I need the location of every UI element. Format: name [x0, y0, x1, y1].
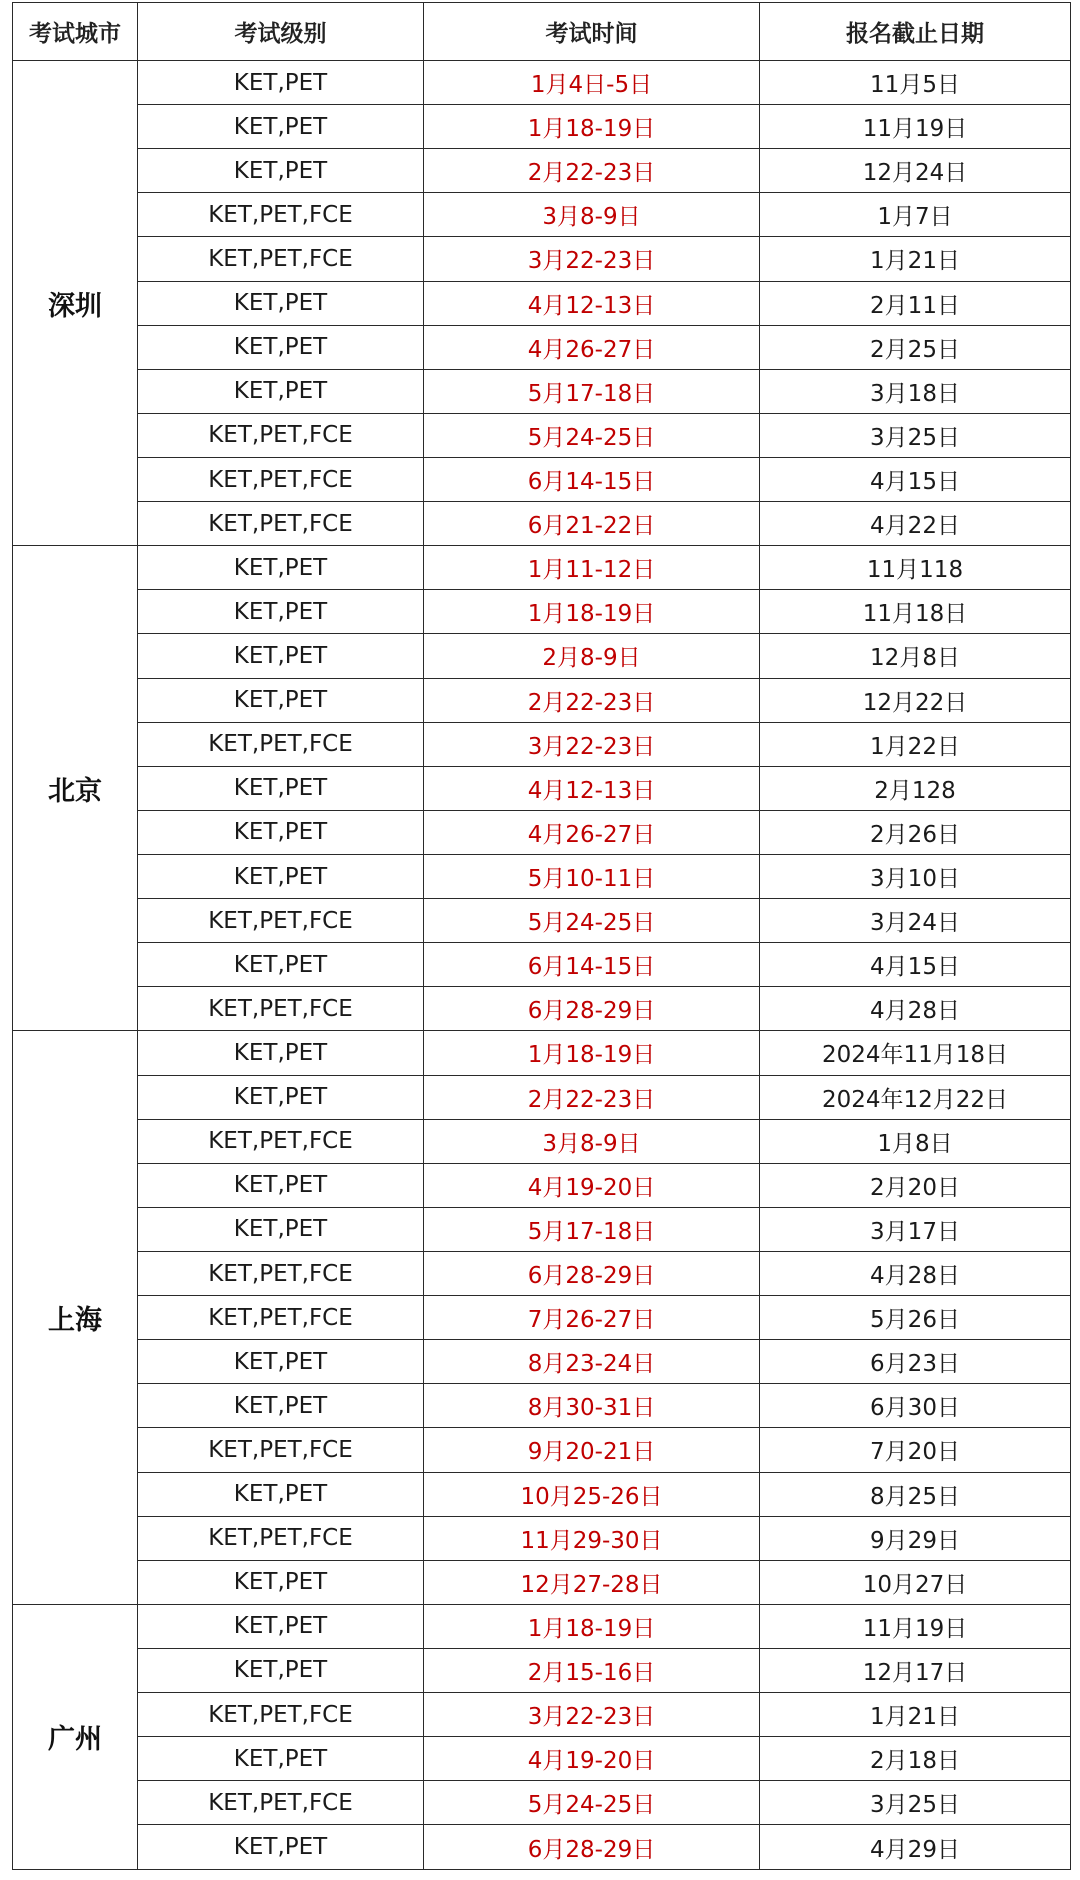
exam-time-cell: 2月22-23日	[424, 1075, 760, 1119]
level-cell: KET,PET	[138, 590, 424, 634]
table-row	[13, 766, 1071, 810]
level-cell: KET,PET	[138, 149, 424, 193]
deadline-cell: 3月25日	[760, 413, 1071, 457]
deadline-cell: 3月10日	[760, 854, 1071, 898]
exam-time-cell: 9月20-21日	[424, 1428, 760, 1472]
exam-time-cell: 10月25-26日	[424, 1472, 760, 1516]
table-row	[13, 325, 1071, 369]
level-cell: KET,PET	[138, 1604, 424, 1648]
table-row	[13, 899, 1071, 943]
deadline-cell: 11月19日	[760, 1604, 1071, 1648]
deadline-cell: 4月29日	[760, 1825, 1071, 1870]
level-cell: KET,PET,FCE	[138, 722, 424, 766]
table-row	[13, 1340, 1071, 1384]
level-cell: KET,PET	[138, 61, 424, 105]
table-row	[13, 854, 1071, 898]
table-row	[13, 1384, 1071, 1428]
table-row	[13, 1207, 1071, 1251]
exam-time-cell: 5月24-25日	[424, 1781, 760, 1825]
level-cell: KET,PET,FCE	[138, 1119, 424, 1163]
table-row	[13, 61, 1071, 105]
header-city: 考试城市	[13, 3, 138, 61]
deadline-cell: 1月21日	[760, 1693, 1071, 1737]
table-row	[13, 1075, 1071, 1119]
deadline-cell: 2024年12月22日	[760, 1075, 1071, 1119]
table-row	[13, 1781, 1071, 1825]
level-cell: KET,PET	[138, 1340, 424, 1384]
level-cell: KET,PET,FCE	[138, 1693, 424, 1737]
exam-time-cell: 4月12-13日	[424, 766, 760, 810]
deadline-cell: 2月20日	[760, 1163, 1071, 1207]
level-cell: KET,PET,FCE	[138, 899, 424, 943]
table-row	[13, 1119, 1071, 1163]
exam-time-cell: 1月11-12日	[424, 546, 760, 590]
level-cell: KET,PET	[138, 105, 424, 149]
exam-time-cell: 2月22-23日	[424, 678, 760, 722]
level-cell: KET,PET	[138, 943, 424, 987]
level-cell: KET,PET,FCE	[138, 1781, 424, 1825]
deadline-cell: 1月22日	[760, 722, 1071, 766]
level-cell: KET,PET,FCE	[138, 1516, 424, 1560]
level-cell: KET,PET,FCE	[138, 1296, 424, 1340]
level-cell: KET,PET	[138, 325, 424, 369]
table-row	[13, 105, 1071, 149]
deadline-cell: 12月24日	[760, 149, 1071, 193]
table-row	[13, 369, 1071, 413]
deadline-cell: 11月118	[760, 546, 1071, 590]
table-row	[13, 590, 1071, 634]
table-row	[13, 149, 1071, 193]
header-level: 考试级别	[138, 3, 424, 61]
exam-schedule-table	[12, 2, 1071, 1870]
level-cell: KET,PET	[138, 546, 424, 590]
level-cell: KET,PET	[138, 678, 424, 722]
level-cell: KET,PET,FCE	[138, 457, 424, 501]
deadline-cell: 6月23日	[760, 1340, 1071, 1384]
header-deadline: 报名截止日期	[760, 3, 1071, 61]
deadline-cell: 4月28日	[760, 1251, 1071, 1295]
deadline-cell: 4月15日	[760, 943, 1071, 987]
level-cell: KET,PET	[138, 1384, 424, 1428]
table-row	[13, 457, 1071, 501]
table-row	[13, 1428, 1071, 1472]
deadline-cell: 12月22日	[760, 678, 1071, 722]
exam-time-cell: 3月22-23日	[424, 237, 760, 281]
exam-time-cell: 4月19-20日	[424, 1737, 760, 1781]
level-cell: KET,PET,FCE	[138, 237, 424, 281]
exam-time-cell: 1月18-19日	[424, 590, 760, 634]
level-cell: KET,PET	[138, 1825, 424, 1870]
exam-time-cell: 5月17-18日	[424, 369, 760, 413]
table-row	[13, 193, 1071, 237]
level-cell: KET,PET	[138, 1031, 424, 1075]
table-row	[13, 546, 1071, 590]
deadline-cell: 12月8日	[760, 634, 1071, 678]
table-row	[13, 634, 1071, 678]
deadline-cell: 2月18日	[760, 1737, 1071, 1781]
header-time: 考试时间	[424, 3, 760, 61]
table-row	[13, 943, 1071, 987]
level-cell: KET,PET,FCE	[138, 987, 424, 1031]
deadline-cell: 3月24日	[760, 899, 1071, 943]
level-cell: KET,PET	[138, 1472, 424, 1516]
level-cell: KET,PET	[138, 634, 424, 678]
deadline-cell: 7月20日	[760, 1428, 1071, 1472]
exam-time-cell: 5月24-25日	[424, 899, 760, 943]
deadline-cell: 5月26日	[760, 1296, 1071, 1340]
deadline-cell: 2月128	[760, 766, 1071, 810]
deadline-cell: 8月25日	[760, 1472, 1071, 1516]
city-cell: 广州	[13, 1604, 138, 1869]
deadline-cell: 12月17日	[760, 1648, 1071, 1692]
exam-time-cell: 1月18-19日	[424, 105, 760, 149]
table-row	[13, 810, 1071, 854]
exam-time-cell: 3月8-9日	[424, 193, 760, 237]
table-row	[13, 1296, 1071, 1340]
exam-time-cell: 6月28-29日	[424, 1251, 760, 1295]
exam-time-cell: 5月10-11日	[424, 854, 760, 898]
table-row	[13, 987, 1071, 1031]
schedule-body	[13, 61, 1071, 1870]
deadline-cell: 2月25日	[760, 325, 1071, 369]
exam-time-cell: 6月14-15日	[424, 943, 760, 987]
exam-time-cell: 4月12-13日	[424, 281, 760, 325]
level-cell: KET,PET,FCE	[138, 413, 424, 457]
table-row	[13, 1560, 1071, 1604]
level-cell: KET,PET	[138, 854, 424, 898]
exam-time-cell: 6月28-29日	[424, 1825, 760, 1870]
deadline-cell: 4月28日	[760, 987, 1071, 1031]
level-cell: KET,PET	[138, 766, 424, 810]
deadline-cell: 1月21日	[760, 237, 1071, 281]
deadline-cell: 6月30日	[760, 1384, 1071, 1428]
deadline-cell: 3月25日	[760, 1781, 1071, 1825]
table-row	[13, 1251, 1071, 1295]
exam-time-cell: 3月22-23日	[424, 1693, 760, 1737]
deadline-cell: 2月26日	[760, 810, 1071, 854]
exam-time-cell: 4月19-20日	[424, 1163, 760, 1207]
city-cell: 深圳	[13, 61, 138, 546]
exam-time-cell: 4月26-27日	[424, 325, 760, 369]
level-cell: KET,PET	[138, 810, 424, 854]
exam-time-cell: 12月27-28日	[424, 1560, 760, 1604]
level-cell: KET,PET	[138, 1075, 424, 1119]
level-cell: KET,PET	[138, 1737, 424, 1781]
table-row	[13, 1648, 1071, 1692]
level-cell: KET,PET,FCE	[138, 1251, 424, 1295]
table-row	[13, 237, 1071, 281]
exam-time-cell: 2月8-9日	[424, 634, 760, 678]
exam-time-cell: 1月4日-5日	[424, 61, 760, 105]
exam-time-cell: 8月30-31日	[424, 1384, 760, 1428]
exam-time-cell: 3月8-9日	[424, 1119, 760, 1163]
exam-time-cell: 5月24-25日	[424, 413, 760, 457]
exam-time-cell: 2月22-23日	[424, 149, 760, 193]
deadline-cell: 10月27日	[760, 1560, 1071, 1604]
exam-time-cell: 1月18-19日	[424, 1604, 760, 1648]
level-cell: KET,PET	[138, 1648, 424, 1692]
exam-time-cell: 6月21-22日	[424, 502, 760, 546]
level-cell: KET,PET	[138, 369, 424, 413]
level-cell: KET,PET	[138, 1207, 424, 1251]
deadline-cell: 11月19日	[760, 105, 1071, 149]
table-row	[13, 1516, 1071, 1560]
exam-time-cell: 4月26-27日	[424, 810, 760, 854]
deadline-cell: 11月18日	[760, 590, 1071, 634]
level-cell: KET,PET	[138, 1163, 424, 1207]
table-row	[13, 1163, 1071, 1207]
exam-time-cell: 7月26-27日	[424, 1296, 760, 1340]
exam-time-cell: 6月28-29日	[424, 987, 760, 1031]
level-cell: KET,PET,FCE	[138, 1428, 424, 1472]
exam-time-cell: 2月15-16日	[424, 1648, 760, 1692]
city-cell: 上海	[13, 1031, 138, 1604]
exam-time-cell: 8月23-24日	[424, 1340, 760, 1384]
deadline-cell: 4月22日	[760, 502, 1071, 546]
level-cell: KET,PET	[138, 281, 424, 325]
exam-time-cell: 5月17-18日	[424, 1207, 760, 1251]
header-row	[13, 3, 1071, 61]
deadline-cell: 3月17日	[760, 1207, 1071, 1251]
table-row	[13, 1604, 1071, 1648]
exam-time-cell: 3月22-23日	[424, 722, 760, 766]
deadline-cell: 1月7日	[760, 193, 1071, 237]
deadline-cell: 2024年11月18日	[760, 1031, 1071, 1075]
table-row	[13, 1825, 1071, 1870]
deadline-cell: 11月5日	[760, 61, 1071, 105]
level-cell: KET,PET	[138, 1560, 424, 1604]
table-row	[13, 502, 1071, 546]
table-row	[13, 722, 1071, 766]
deadline-cell: 9月29日	[760, 1516, 1071, 1560]
table-row	[13, 281, 1071, 325]
deadline-cell: 4月15日	[760, 457, 1071, 501]
table-row	[13, 1737, 1071, 1781]
exam-time-cell: 11月29-30日	[424, 1516, 760, 1560]
table-row	[13, 1472, 1071, 1516]
city-cell: 北京	[13, 546, 138, 1031]
exam-time-cell: 1月18-19日	[424, 1031, 760, 1075]
level-cell: KET,PET,FCE	[138, 193, 424, 237]
level-cell: KET,PET,FCE	[138, 502, 424, 546]
deadline-cell: 3月18日	[760, 369, 1071, 413]
table-row	[13, 413, 1071, 457]
exam-time-cell: 6月14-15日	[424, 457, 760, 501]
table-row	[13, 678, 1071, 722]
table-row	[13, 1031, 1071, 1075]
deadline-cell: 2月11日	[760, 281, 1071, 325]
deadline-cell: 1月8日	[760, 1119, 1071, 1163]
table-row	[13, 1693, 1071, 1737]
